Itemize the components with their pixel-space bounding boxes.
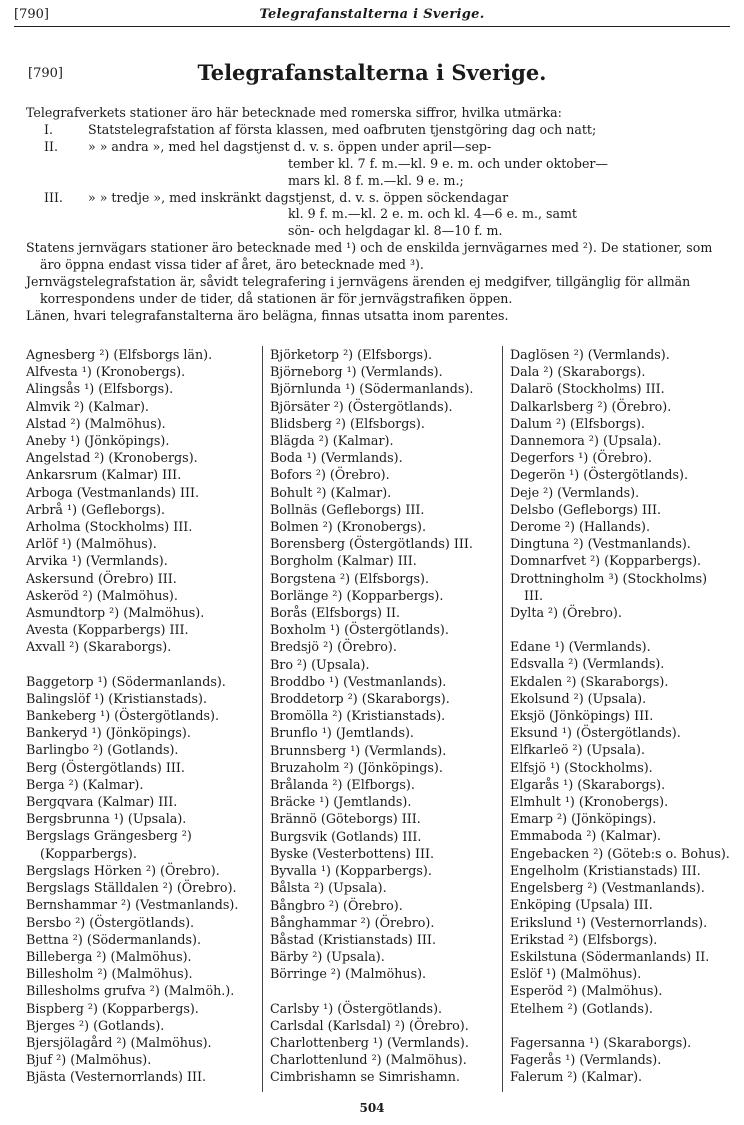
station-entry: Berg (Östergötlands) III. bbox=[26, 759, 185, 775]
station-entry: Båstad (Kristianstads) III. bbox=[269, 931, 436, 947]
station-entry: Elfkarleö ²) (Upsala). bbox=[509, 742, 646, 758]
station-entry: Arboga (Vestmanlands) III. bbox=[26, 484, 200, 500]
station-entry: Broddbo ¹) (Vestmanlands). bbox=[269, 673, 447, 689]
station-entry: Boda ¹) (Vermlands). bbox=[269, 450, 403, 466]
class-number: I. bbox=[44, 121, 53, 137]
station-entry: Emarp ²) (Jönköpings). bbox=[509, 811, 657, 827]
station-entry: Eslöf ¹) (Malmöhus). bbox=[509, 966, 642, 982]
station-entry: Bolmen ²) (Kronobergs). bbox=[269, 519, 427, 535]
station-entry: Bromölla ²) (Kristianstads). bbox=[269, 708, 446, 724]
station-entry: Brålanda ²) (Elfborgs). bbox=[269, 777, 415, 793]
station-entry: Billeberga ²) (Malmöhus). bbox=[26, 948, 192, 964]
station-entry: Byske (Vesterbottens) III. bbox=[269, 845, 435, 861]
station-class-3 bbox=[26, 190, 720, 241]
station-entry: Dala ²) (Skaraborgs). bbox=[509, 364, 646, 380]
station-entry: Borensberg (Östergötlands) III. bbox=[269, 536, 473, 552]
class-text: Statstelegrafstation af första klassen, med oafbruten tjenstgöring dag och natt; bbox=[88, 121, 597, 137]
running-header bbox=[14, 4, 730, 27]
section-mark: [790] bbox=[28, 66, 63, 81]
station-entry: Borås (Elfsborgs) II. bbox=[269, 605, 401, 621]
station-entry: Bernshammar ²) (Vestmanlands). bbox=[26, 897, 239, 913]
station-entry: Dalum ²) (Elfsborgs). bbox=[509, 415, 645, 431]
station-class-2 bbox=[26, 139, 720, 190]
station-entry: Emmaboda ²) (Kalmar). bbox=[509, 828, 662, 844]
station-entry: Daglösen ²) (Vermlands). bbox=[509, 347, 670, 362]
station-entry: Falerum ²) (Kalmar). bbox=[509, 1069, 643, 1085]
station-entry: Björnlunda ¹) (Södermanlands). bbox=[269, 381, 474, 397]
class-text-cont: kl. 9 f. m.—kl. 2 e. m. och kl. 4—6 e. m., samt bbox=[288, 206, 577, 222]
station-entry: Axvall ²) (Skaraborgs). bbox=[26, 639, 172, 655]
station-entry: Charlottenlund ²) (Malmöhus). bbox=[269, 1052, 467, 1068]
station-entry: Baggetorp ¹) (Södermanlands). bbox=[26, 673, 226, 689]
station-entry: Almvik ²) (Kalmar). bbox=[26, 398, 149, 414]
station-entry: Brunnsberg ¹) (Vermlands). bbox=[269, 742, 447, 758]
station-entry: Askeröd ²) (Malmöhus). bbox=[26, 587, 178, 603]
station-entry: Edsvalla ²) (Vermlands). bbox=[509, 656, 665, 672]
station-entry: Erikslund ¹) (Vesternorrlands). bbox=[509, 914, 708, 930]
station-entry: Arlöf ¹) (Malmöhus). bbox=[26, 536, 157, 552]
station-entry: Deje ²) (Vermlands). bbox=[509, 484, 640, 500]
station-entry: Bjuf ²) (Malmöhus). bbox=[26, 1052, 152, 1068]
station-entry: Dalkarlsberg ²) (Örebro). bbox=[509, 398, 672, 414]
directory-column-1 bbox=[26, 346, 262, 1092]
station-entry: Edane ¹) (Vermlands). bbox=[509, 639, 651, 655]
station-entry: Carlsby ¹) (Östergötlands). bbox=[269, 1000, 443, 1016]
directory-column-3 bbox=[502, 346, 730, 1092]
station-entry: Bro ²) (Upsala). bbox=[269, 656, 370, 672]
station-entry: Bruzaholm ²) (Jönköpings). bbox=[269, 759, 443, 775]
station-entry: Bjersjölagård ²) (Malmöhus). bbox=[26, 1034, 212, 1050]
station-entry: Degerön ¹) (Östergötlands). bbox=[509, 467, 689, 483]
intro-paragraph-railway-telegraph: Jernvägstelegrafstation är, såvidt telegrafering i jernvägens ärenden ej medgifver, tillgänglig för allmän korrespondens under de tider, då stationen är för jernvägstrafiken öppen. bbox=[26, 274, 691, 306]
station-entry: Burgsvik (Gotlands) III. bbox=[269, 828, 422, 844]
station-entry: Alingsås ¹) (Elfsborgs). bbox=[26, 381, 174, 397]
letter-group-gap bbox=[26, 656, 256, 673]
directory-column-2 bbox=[262, 346, 502, 1092]
intro-lead: Telegrafverkets stationer äro här betecknade med romerska siffror, hvilka utmärka: bbox=[26, 105, 562, 120]
class-text-cont: tember kl. 7 f. m.—kl. 9 e. m. och under oktober— bbox=[288, 155, 609, 171]
station-entry: Bergsbrunna ¹) (Upsala). bbox=[26, 811, 187, 827]
station-entry: Bergslags Ställdalen ²) (Örebro). bbox=[26, 880, 237, 896]
class-text: » » andra », med hel dagstjenst d. v. s. öppen under april—sep- bbox=[88, 138, 492, 154]
station-entry: Engelsberg ²) (Vestmanlands). bbox=[509, 880, 705, 896]
station-entry: Elfsjö ¹) (Stockholms). bbox=[509, 759, 653, 775]
station-entry: Engelholm (Kristianstads) III. bbox=[509, 862, 701, 878]
station-entry: Boxholm ¹) (Östergötlands). bbox=[269, 622, 449, 638]
station-entry: Bjerges ²) (Gotlands). bbox=[26, 1017, 165, 1033]
station-entry: Barlingbo ²) (Gotlands). bbox=[26, 742, 179, 758]
station-entry: Aneby ¹) (Jönköpings). bbox=[26, 433, 170, 449]
letter-group-gap bbox=[510, 621, 730, 638]
station-entry: Engebacken ²) (Göteb:s o. Bohus). bbox=[509, 845, 730, 861]
station-entry: Bankeberg ¹) (Östergötlands). bbox=[26, 708, 219, 724]
page-title: Telegrafanstalterna i Sverige. bbox=[197, 60, 547, 85]
station-entry: Billesholm ²) (Malmöhus). bbox=[26, 966, 193, 982]
class-text-block bbox=[88, 190, 720, 241]
station-entry: Asmundtorp ²) (Malmöhus). bbox=[26, 605, 205, 621]
station-entry: Brunflo ¹) (Jemtlands). bbox=[269, 725, 414, 741]
station-entry: Delsbo (Gefleborgs) III. bbox=[509, 501, 662, 517]
station-entry: Dalarö (Stockholms) III. bbox=[509, 381, 665, 397]
station-entry: Avesta (Kopparbergs) III. bbox=[26, 622, 189, 638]
station-entry: Borgstena ²) (Elfsborgs). bbox=[269, 570, 429, 586]
station-entry: Eksund ¹) (Östergötlands). bbox=[509, 725, 681, 741]
station-entry: Carlsdal (Karlsdal) ²) (Örebro). bbox=[269, 1017, 469, 1033]
header-page-number: [790] bbox=[14, 7, 49, 22]
station-entry: Björsäter ²) (Östergötlands). bbox=[269, 398, 453, 414]
station-entry: Arbrå ¹) (Gefleborgs). bbox=[26, 501, 166, 517]
station-entry: Angelstad ²) (Kronobergs). bbox=[26, 450, 198, 466]
station-entry: Cimbrishamn se Simrishamn. bbox=[269, 1069, 460, 1085]
station-entry: Borlänge ²) (Kopparbergs). bbox=[269, 587, 444, 603]
station-entry: Arholma (Stockholms) III. bbox=[26, 519, 193, 535]
station-entry: Bankeryd ¹) (Jönköpings). bbox=[26, 725, 191, 741]
station-entry: Bersbo ²) (Östergötlands). bbox=[26, 914, 195, 930]
letter-group-gap bbox=[270, 983, 496, 1000]
station-entry: Bergqvara (Kalmar) III. bbox=[26, 794, 178, 810]
page-folio: 504 bbox=[359, 1101, 385, 1115]
intro-paragraph-railways: Statens jernvägars stationer äro betecknade med ¹) och de enskilda jernvägarnes med ²). De stationer, som äro öppna endast vissa tider af året, äro betecknade med ³). bbox=[26, 240, 713, 273]
station-directory bbox=[26, 346, 730, 1092]
station-entry: Bettna ²) (Södermanlands). bbox=[26, 931, 202, 947]
station-entry: Bollnäs (Gefleborgs) III. bbox=[269, 501, 425, 517]
station-entry: Blägda ²) (Kalmar). bbox=[269, 433, 394, 449]
station-entry: Brännö (Göteborgs) III. bbox=[269, 811, 421, 827]
station-entry: Bergslags Hörken ²) (Örebro). bbox=[26, 862, 220, 878]
station-entry: Bärby ²) (Upsala). bbox=[269, 949, 385, 965]
header-running-title: Telegrafanstalterna i Sverige. bbox=[259, 7, 485, 22]
station-entry: Charlottenberg ¹) (Vermlands). bbox=[269, 1034, 469, 1050]
station-entry: Bispberg ²) (Kopparbergs). bbox=[26, 1000, 199, 1016]
station-entry: Bålsta ²) (Upsala). bbox=[269, 880, 387, 896]
station-entry: Elgarås ¹) (Skaraborgs). bbox=[509, 776, 666, 792]
station-entry: Domnarfvet ²) (Kopparbergs). bbox=[509, 553, 702, 569]
station-entry: Eksjö (Jönköpings) III. bbox=[509, 708, 654, 724]
station-entry: Degerfors ¹) (Örebro). bbox=[509, 450, 653, 466]
station-entry: Börringe ²) (Malmöhus). bbox=[269, 966, 427, 982]
station-entry: Elmhult ¹) (Kronobergs). bbox=[509, 794, 669, 810]
class-text-block bbox=[88, 139, 720, 190]
class-text-cont: sön- och helgdagar kl. 8—10 f. m. bbox=[288, 223, 503, 239]
station-entry: Alfvesta ¹) (Kronobergs). bbox=[26, 364, 186, 380]
station-entry: Blidsberg ²) (Elfsborgs). bbox=[269, 415, 425, 431]
station-entry: Derome ²) (Hallands). bbox=[509, 519, 651, 535]
station-entry: Ekdalen ²) (Skaraborgs). bbox=[509, 673, 669, 689]
station-entry: Fagersanna ¹) (Skaraborgs). bbox=[509, 1034, 692, 1050]
station-entry: Etelhem ²) (Gotlands). bbox=[509, 1000, 653, 1016]
station-entry: Ekolsund ²) (Upsala). bbox=[509, 690, 647, 706]
class-number: II. bbox=[44, 138, 58, 154]
station-entry: Alstad ²) (Malmöhus). bbox=[26, 415, 166, 431]
station-entry: Askersund (Örebro) III. bbox=[26, 570, 177, 586]
station-entry: Balingslöf ¹) (Kristianstads). bbox=[26, 690, 208, 706]
intro-block bbox=[26, 105, 720, 325]
station-entry: Bjästa (Vesternorrlands) III. bbox=[26, 1069, 207, 1085]
station-entry: Eskilstuna (Södermanlands) II. bbox=[509, 948, 710, 964]
station-class-1 bbox=[26, 122, 720, 139]
station-entry: Björketorp ²) (Elfsborgs). bbox=[269, 347, 433, 362]
station-entry: Agnesberg ²) (Elfsborgs län). bbox=[26, 347, 213, 362]
station-entry: Dingtuna ²) (Vestmanlands). bbox=[509, 536, 691, 552]
class-text: » » tredje », med inskränkt dagstjenst, d. v. s. öppen söckendagar bbox=[88, 189, 509, 205]
station-entry: Dylta ²) (Örebro). bbox=[509, 605, 622, 621]
station-entry: Dannemora ²) (Upsala). bbox=[509, 433, 662, 449]
station-entry: Broddetorp ²) (Skaraborgs). bbox=[269, 691, 450, 707]
station-entry: Enköping (Upsala) III. bbox=[509, 897, 653, 913]
station-entry: Bångbro ²) (Örebro). bbox=[269, 897, 403, 913]
station-entry: Berga ²) (Kalmar). bbox=[26, 776, 144, 792]
station-entry: Bofors ²) (Örebro). bbox=[269, 467, 390, 483]
station-entry: Ankarsrum (Kalmar) III. bbox=[26, 467, 182, 483]
class-text-cont: mars kl. 8 f. m.—kl. 9 e. m.; bbox=[288, 172, 464, 188]
station-entry: Bånghammar ²) (Örebro). bbox=[269, 914, 435, 930]
station-entry: Björneborg ¹) (Vermlands). bbox=[269, 364, 443, 380]
letter-group-gap bbox=[510, 1017, 730, 1034]
station-entry: Bredsjö ²) (Örebro). bbox=[269, 639, 397, 655]
station-entry: Erikstad ²) (Elfsborgs). bbox=[509, 931, 658, 947]
station-entry: Esperöd ²) (Malmöhus). bbox=[509, 983, 663, 999]
station-entry: Fagerås ¹) (Vermlands). bbox=[509, 1051, 662, 1067]
station-entry: Byvalla ¹) (Kopparbergs). bbox=[269, 863, 432, 879]
station-entry: Bergslags Grängesberg ²) (Kopparbergs). bbox=[26, 828, 192, 861]
station-entry: Drottningholm ³) (Stockholms) III. bbox=[509, 570, 708, 603]
station-entry: Billesholms grufva ²) (Malmöh.). bbox=[26, 983, 235, 999]
station-entry: Bohult ²) (Kalmar). bbox=[269, 484, 392, 500]
station-entry: Borgholm (Kalmar) III. bbox=[269, 553, 417, 569]
class-number: III. bbox=[44, 189, 63, 205]
intro-paragraph-counties: Länen, hvari telegrafanstalterna äro belägna, finnas utsatta inom parentes. bbox=[26, 307, 509, 323]
station-entry: Bräcke ¹) (Jemtlands). bbox=[269, 794, 412, 810]
station-entry: Arvika ¹) (Vermlands). bbox=[26, 553, 168, 569]
